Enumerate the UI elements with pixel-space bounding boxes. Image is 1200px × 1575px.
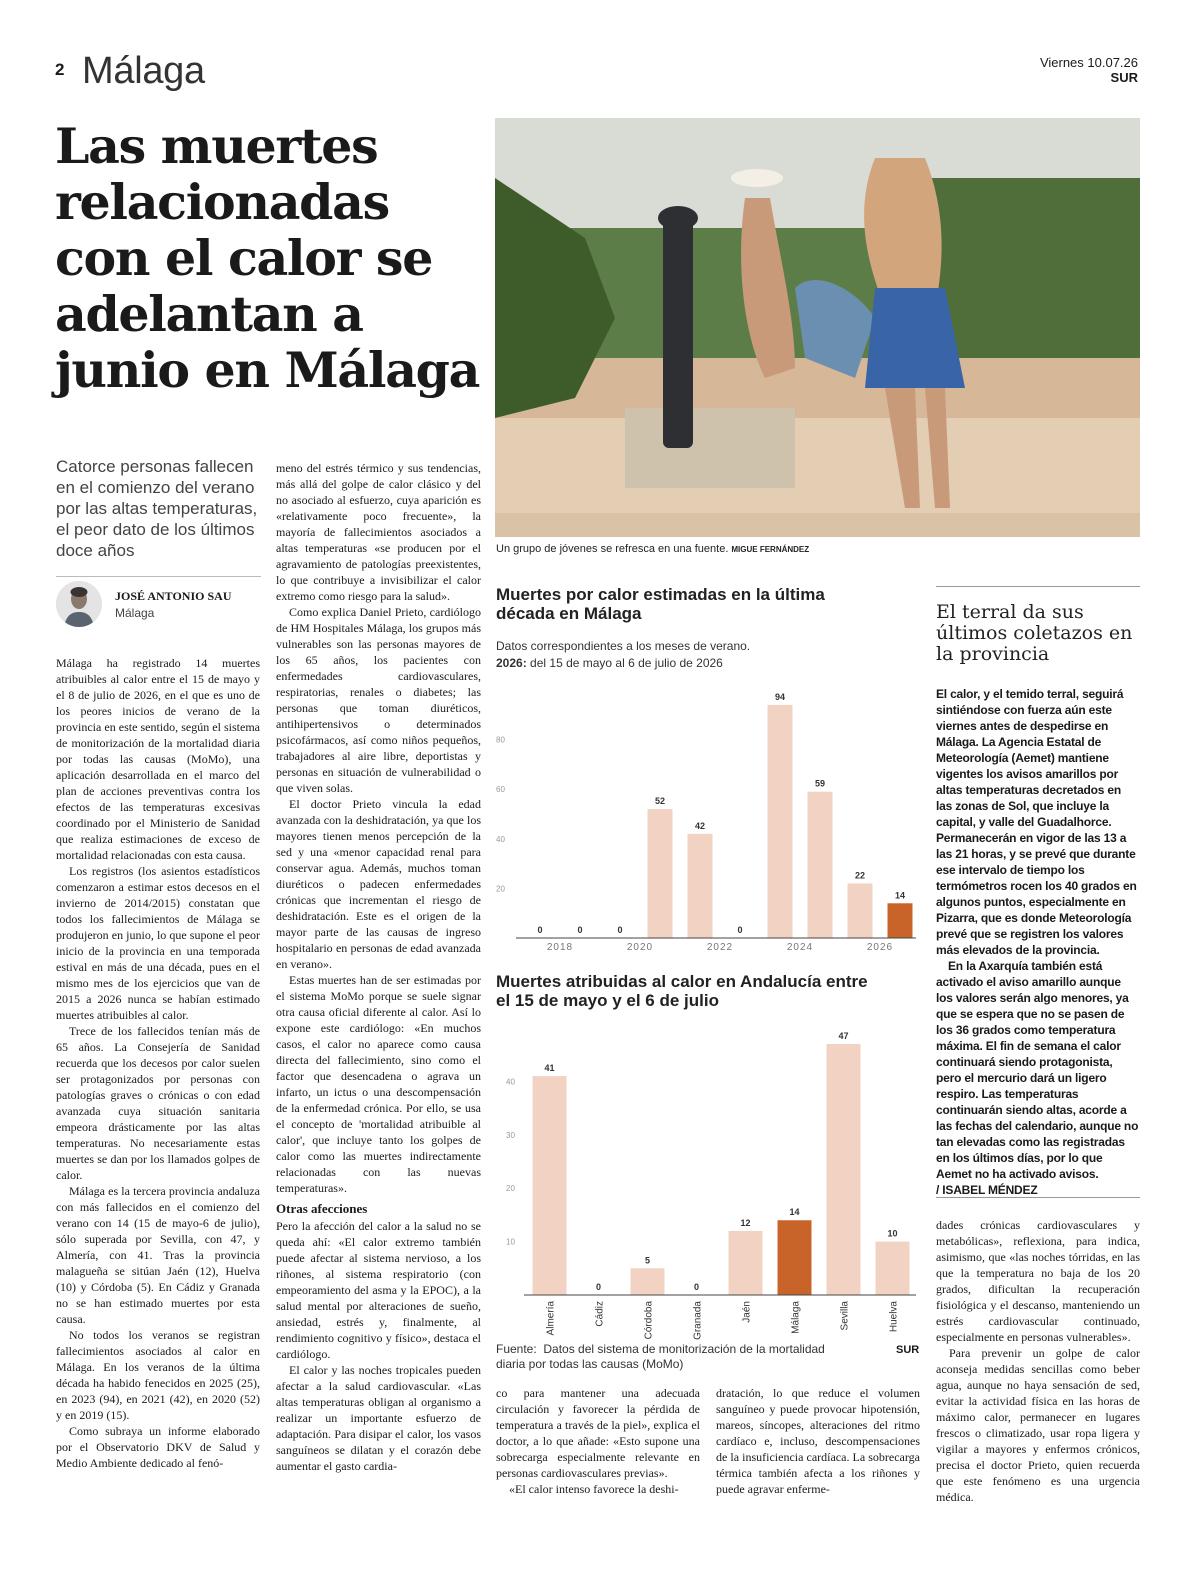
chart-source (496, 1342, 826, 1372)
data-label: 5 (644, 1255, 651, 1266)
chart-1-subtitle-year: 2026: (496, 656, 527, 670)
date-block (1040, 55, 1138, 85)
bar (888, 903, 913, 938)
chart-1-subtitle-line: Datos correspondientes a los meses de verano. (496, 639, 751, 653)
x-tick-label: Huelva (888, 1301, 900, 1333)
author-location: Málaga (115, 606, 155, 620)
data-label: 22 (854, 870, 866, 881)
data-label: 0 (577, 925, 583, 935)
y-tick-label: 80 (496, 735, 505, 745)
headline: Las muertes relacionadas con el calor se adelantan a junio en Málaga (55, 117, 480, 399)
subhead: Catorce personas fallecen en el comienzo del verano por las altas temperaturas, el peor dato de los últimos doce años (56, 457, 258, 560)
x-tick-label: Córdoba (643, 1301, 655, 1340)
paragraph: Málaga ha registrado 14 muertes atribuibles al calor entre el 15 de mayo y el 8 de julio de 2026, en el que es uno de los peores inicios de verano de la provincia en este sentido, según el sistema de monitorización de la mortalidad diaria por todas las causas (MoMo), una aplicación desarrollada en el marco del plan de acciones preventivas contra los efectos de las temperaturas excesivas coordinado por el Ministerio de Sanidad que realiza estimaciones de exceso de mortalidad relacionadas con esta causa. (56, 656, 260, 862)
bar (778, 1220, 812, 1295)
paragraph: El doctor Prieto vincula la edad avanzada con la deshidratación, ya que los mayores tienen menos percepción de la sed y una «menor capacidad renal para conservar agua. Además, muchos toman diuréticos o padecen enfermedades crónicas que incrementan el riesgo de deshidratación. Este es el origen de la mayor parte de las causas de ingreso hospitalario en personas de edad avanzada en verano». (276, 797, 481, 971)
data-label: 10 (887, 1228, 898, 1239)
x-tick-label: Almería (545, 1301, 557, 1336)
paragraph: Trece de los fallecidos tenían más de 65 años. La Consejería de Sanidad recuerda que los decesos por calor suelen ser protagonizados por personas con patologías graves o crónicas o con edad avanzada cuya situación sanitaria empeora drásticamente por las altas temperaturas. No necesariamente estas muertes se dan por los llamados golpes de calor. (56, 1024, 260, 1182)
paragraph: En la Axarquía también está activado el aviso amarillo aunque los valores serán algo menores, ya que se espera que no se pasen de los 36 grados como temperatura máxima. El fin de semana el calor continuará siendo protagonista, pero el mercurio dará un ligero respiro. Las temperaturas continuarán siendo altas, acorde a las fechas del calendario, aunque no tan elevadas como las registradas en los últimos días, por lo que Aemet no ha activado avisos. (936, 959, 1139, 1181)
paragraph: Como explica Daniel Prieto, cardiólogo de HM Hospitales Málaga, los grupos más vulnerables son las personas mayores de los 65 años, los pacientes con enfermedades cardiovasculares, respiratorias, renales o diabetes; las personas que toman diuréticos, antihipertensivos o determinados psicofármacos, así como niños pequeños, trabajadores al aire libre, deportistas y personas en situación de vulnerabilidad o que viven solas. (276, 605, 481, 795)
chart-2-title: Muertes atribuidas al calor en Andalucía entre el 15 de mayo y el 6 de julio (496, 972, 868, 1010)
data-label: 42 (694, 820, 706, 831)
chart-1-title: Muertes por calor estimadas en la última década en Málaga (496, 585, 825, 623)
paragraph: Málaga es la tercera provincia andaluza con más fallecidos en el comienzo del verano con 14 (15 de mayo-6 de julio), sólo superada por Sevilla, con 47, y Almería, con 41. Tras la provincia malagueña se sitúan Jaén (12), Huelva (10) y Córdoba (5). En Cádiz y Granada no se han estimado muertes por esta causa. (56, 1184, 260, 1326)
data-label: 0 (617, 925, 623, 935)
sidebar-bottom-rule (936, 1197, 1140, 1198)
y-tick-label: 40 (506, 1077, 515, 1087)
article-column-2 (276, 460, 481, 1474)
photo-credit: MIGUE FERNÁNDEZ (731, 545, 810, 554)
charts-canvas (496, 680, 926, 1340)
data-label: 41 (544, 1063, 555, 1074)
x-tick-label: 2022 (706, 942, 734, 953)
paragraph: No todos los veranos se registran fallecimientos asociados al calor en Málaga. En los veranos de la última década ha habido fenecidos en 2025 (25), en 2023 (94), en 2021 (42), en 2020 (52) y en 2019 (15). (56, 1328, 260, 1422)
data-label: 14 (894, 890, 906, 901)
column-2-paragraphs (276, 460, 481, 1196)
article-column-4 (716, 1385, 920, 1497)
bar (533, 1076, 567, 1295)
data-label: 47 (838, 1031, 849, 1042)
paragraph: Pero la afección del calor a la salud no se queda ahí: «El calor extremo también puede afectar al sistema nervioso, a los riñones, al sistema respiratorio (con empeoramiento del asma y la EPOC), a la salud mental por alteraciones de sueño, ansiedad, estrés y, finalmente, al rendimiento cognitivo y físico», destaca el cardiólogo. (276, 1219, 481, 1361)
paragraph: dratación, lo que reduce el volumen sanguíneo y puede provocar hipotensión, mareos, síncopes, alteraciones del ritmo cardíaco e, incluso, descompensaciones de la insuficiencia cardíaca. La sobrecarga térmica también afecta a los riñones y puede agravar enferme- (716, 1386, 920, 1496)
column-2-paragraphs-after (276, 1218, 481, 1474)
chart-source-text: Datos del sistema de monitorización de la mortalidad diaria por todas las causas (MoMo) (496, 1342, 825, 1371)
bar (648, 809, 673, 938)
publication-name: SUR (1110, 70, 1138, 85)
subheading-otras-afecciones: Otras afecciones (276, 1201, 368, 1216)
byline-divider (56, 576, 261, 577)
bar (688, 834, 713, 938)
data-label: 59 (814, 778, 826, 789)
bar (876, 1242, 910, 1295)
paragraph: dades crónicas cardiovasculares y metabólicas», reflexiona, para indica, asimismo, que «las noches tórridas, en las que la temperatura no baja de los 20 grados, dificultan la recuperación fisiológica y el descanso, manteniendo un estrés cardiovascular continuado, especialmente en personas vulnerables». (936, 1218, 1140, 1344)
bar (827, 1044, 861, 1295)
x-tick-label: 2020 (626, 942, 654, 953)
section-title: Málaga (82, 50, 205, 92)
chart-1-subtitle (496, 638, 836, 672)
x-tick-label: Málaga (790, 1301, 802, 1334)
y-tick-label: 20 (496, 884, 505, 894)
paragraph: «El calor intenso favorece la deshi- (509, 1482, 679, 1496)
y-tick-label: 30 (506, 1130, 515, 1140)
x-tick-label: Cádiz (594, 1301, 606, 1327)
bar (848, 883, 873, 938)
sidebar-top-rule (936, 586, 1140, 587)
photo-caption (496, 543, 809, 555)
x-tick-label: 2024 (786, 942, 814, 953)
y-tick-label: 10 (506, 1237, 515, 1247)
x-tick-label: 2026 (866, 942, 894, 953)
data-label: 12 (740, 1217, 751, 1228)
chart-1-subtitle-dates: del 15 de mayo al 6 de julio de 2026 (530, 656, 723, 670)
sidebar-headline: El terral da sus últimos coletazos en la provincia (936, 601, 1133, 665)
x-tick-label: Sevilla (839, 1301, 851, 1331)
paragraph: Como subraya un informe elaborado por el Observatorio DKV de Salud y Medio Ambiente dedicado al fenó- (56, 1424, 260, 1470)
chart-source-label: Fuente: (496, 1342, 537, 1356)
paragraph: Los registros (los asientos estadísticos comenzaron a estimar estos decesos en el invierno de 2014/2015) constatan que todos los fallecimientos de Málaga se produjeron en junio, lo que supone el peor inicio de la provincia en una temporada estival en más de una década, pues en el mismo mes de los ejercicios que van de 2015 a 2026 nunca se habían estimado muertes atribuibles al calor. (56, 864, 260, 1022)
data-label: 0 (537, 925, 543, 935)
author-name: JOSÉ ANTONIO SAU (115, 589, 232, 603)
x-tick-label: Granada (692, 1301, 704, 1340)
article-column-3 (496, 1385, 700, 1497)
data-label: 0 (737, 925, 743, 935)
paragraph: El calor, y el temido terral, seguirá sintiéndose con fuerza aún este viernes antes de despedirse en Málaga. La Agencia Estatal de Meteorología (Aemet) mantiene vigentes los avisos amarillos por altas temperaturas decretados en las zonas de Sol, que incluye la capital, y valle del Guadalhorce. Permanecerán en vigor de las 13 a las 21 horas, y se prevé que durante ese intervalo de tiempo los termómetros rocen los 40 grados en algunos puntos, especialmente en Pizarra, que es donde Meteorología prevé que se registren los valores más elevados de la provincia. (936, 687, 1137, 957)
paragraph: Para prevenir un golpe de calor aconseja medidas sencillas como beber agua, aunque no haya sensación de sed, evitar la actividad física en las horas de máximo calor, permanecer en lugares frescos o climatizado, usar ropa ligera y vigilar a mayores y enfermos crónicos, precisa el doctor Prieto, quien recuerda que este fenómeno es una urgencia médica. (936, 1346, 1140, 1504)
bar (729, 1231, 763, 1295)
y-tick-label: 60 (496, 785, 505, 795)
caption-text: Un grupo de jóvenes se refresca en una fuente. (496, 543, 729, 555)
x-tick-label: Jaén (741, 1301, 753, 1323)
page-number: 2 (55, 60, 65, 79)
sidebar-signature: / ISABEL MÉNDEZ (936, 1183, 1038, 1197)
article-photo (495, 118, 1140, 537)
paragraph: Estas muertes han de ser estimadas por el sistema MoMo porque se suele signar otra causa oficial diferente al calor. Así lo expone este cardiólogo: «En muchos casos, el calor no aparece como causa directa del fallecimiento, sino como el factor que desencadena o agrava un infarto, un ictus o una descompensación de la enfermedad crónica. Por ello, se usa el concepto de 'mortalidad atribuible al calor', que incluye tanto los golpes de calor como las muertes indirectamente relacionadas con las nuevas temperaturas». (276, 973, 481, 1195)
chart-logo: SUR (896, 1344, 920, 1356)
sidebar-body (936, 686, 1140, 1198)
bar (808, 792, 833, 938)
sidebar-paragraphs (936, 686, 1140, 1182)
bar (768, 705, 793, 938)
y-tick-label: 20 (506, 1184, 515, 1194)
paragraph: meno del estrés térmico y sus tendencias, más allá del golpe de calor clásico y del no asociado al esfuerzo, cuya aparición es «relativamente poco frecuente», la mayoría de fallecimientos asociados a altas temperaturas «se producen por el agravamiento de patologías preexistentes, lo que contribuye a invisibilizar el calor extremo como riesgo para la salud». (276, 461, 481, 603)
y-tick-label: 40 (496, 834, 505, 844)
issue-date: Viernes 10.07.26 (1039, 55, 1138, 70)
article-column-5 (936, 1217, 1140, 1505)
data-label: 52 (654, 796, 666, 807)
author-avatar (56, 581, 102, 627)
chart-1-subtitle-range (496, 655, 836, 672)
data-label: 94 (774, 691, 786, 702)
data-label: 14 (789, 1207, 800, 1218)
data-label: 0 (595, 1282, 602, 1292)
bar (631, 1268, 665, 1295)
paragraph: El calor y las noches tropicales pueden afectar a la salud cardiovascular. «Las altas temperaturas obligan al organismo a realizar un importante esfuerzo de adaptación. Para disipar el calor, los vasos sanguíneos se dilatan y el corazón debe aumentar el gasto cardia- (276, 1363, 481, 1473)
paragraph: co para mantener una adecuada circulación y favorecer la pérdida de temperatura a través de la piel», explica el doctor, a lo que añade: «Esto supone una sobrecarga especialmente relevante en personas cardiovasculares previas». (496, 1386, 700, 1480)
x-tick-label: 2018 (546, 942, 574, 953)
article-column-1 (56, 655, 260, 1471)
data-label: 0 (693, 1282, 700, 1292)
